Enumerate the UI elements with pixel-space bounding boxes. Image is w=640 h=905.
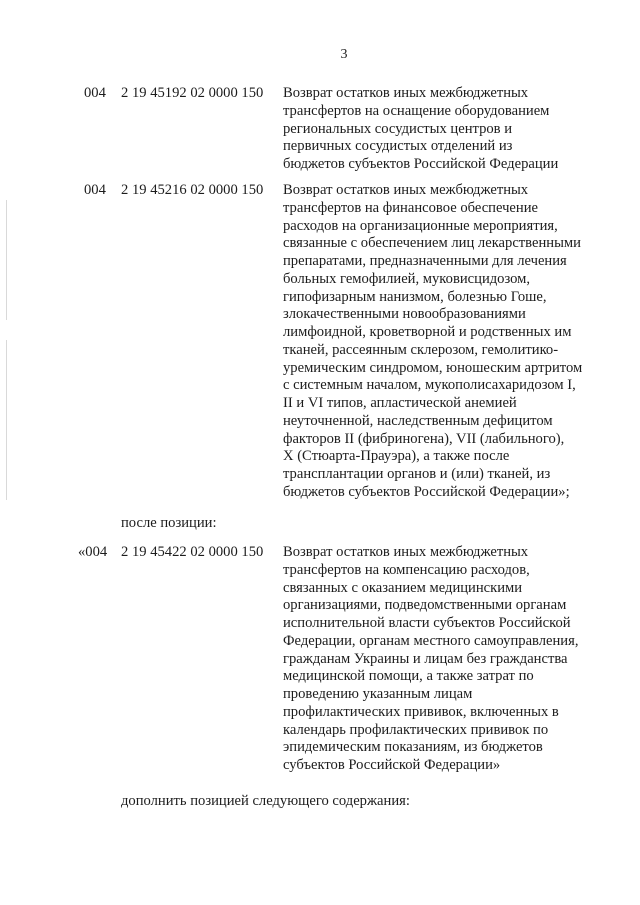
description-line: связанных с оказанием медицинскими bbox=[283, 579, 523, 596]
description-line: тканей, рассеянным склерозом, гемолитико- bbox=[283, 341, 559, 358]
description-line: лимфоидной, кроветворной и родственных им bbox=[283, 324, 572, 340]
description-line: X (Стюарта-Прауэра), а также после bbox=[283, 448, 510, 465]
description-line: препаратами, предназначенными для лечения bbox=[283, 253, 567, 269]
budget-classification-code: 2 19 45192 02 0000 150 bbox=[121, 85, 264, 101]
row-description bbox=[283, 85, 608, 174]
description-line: трансплантации органов и (или) тканей, из bbox=[283, 466, 551, 482]
page-number: 3 bbox=[340, 47, 348, 62]
description-line: субъектов Российской Федерации» bbox=[283, 757, 501, 773]
description-line: уремическим синдромом, юношеским артритом bbox=[283, 359, 583, 376]
description-line: календарь профилактических прививок по bbox=[283, 721, 549, 738]
instruction-text: после позиции: bbox=[121, 515, 217, 531]
description-line: трансфертов на финансовое обеспечение bbox=[283, 199, 539, 216]
description-line: региональных сосудистых центров и bbox=[283, 120, 513, 137]
admin-code: 004 bbox=[84, 85, 106, 101]
description-line: проведению указанным лицам bbox=[283, 686, 473, 702]
description-line: связанные с обеспечением лиц лекарственными bbox=[283, 235, 581, 252]
description-line: гражданам Украины и лицам без гражданства bbox=[283, 650, 568, 667]
description-line: Возврат остатков иных межбюджетных bbox=[283, 182, 529, 198]
scan-edge-mark bbox=[6, 340, 7, 500]
description-line: злокачественными новообразованиями bbox=[283, 306, 526, 323]
description-line: бюджетов субъектов Российской Федерации bbox=[283, 156, 559, 172]
description-line: организациями, подведомственными органам bbox=[283, 597, 567, 614]
description-line: бюджетов субъектов Российской Федерации»; bbox=[283, 483, 570, 500]
description-line: исполнительной власти субъектов Российской bbox=[283, 615, 571, 631]
description-line: трансфертов на оснащение оборудованием bbox=[283, 102, 550, 119]
description-line: Возврат остатков иных межбюджетных bbox=[283, 85, 529, 101]
row-description bbox=[283, 544, 608, 775]
row-description bbox=[283, 182, 608, 502]
description-line: эпидемическим показаниям, из бюджетов bbox=[283, 739, 543, 756]
description-line: больных гемофилией, муковисцидозом, bbox=[283, 270, 531, 287]
description-line: Возврат остатков иных межбюджетных bbox=[283, 544, 529, 560]
description-line: II и VI типов, апластической анемией bbox=[283, 395, 517, 411]
description-line: гипофизарным нанизмом, болезнью Гоше, bbox=[283, 288, 547, 305]
budget-classification-code: 2 19 45216 02 0000 150 bbox=[121, 182, 264, 198]
budget-classification-code: 2 19 45422 02 0000 150 bbox=[121, 544, 264, 560]
description-line: Федерации, органам местного самоуправления, bbox=[283, 632, 579, 649]
description-line: с системным началом, мукополисахаридозом I, bbox=[283, 377, 576, 394]
instruction-text: дополнить позицией следующего содержания: bbox=[121, 793, 410, 809]
description-line: профилактических прививок, включенных в bbox=[283, 703, 559, 720]
description-line: первичных сосудистых отделений из bbox=[283, 138, 513, 155]
admin-code: «004 bbox=[78, 544, 108, 560]
scan-edge-mark bbox=[6, 200, 7, 320]
description-line: расходов на организационные мероприятия, bbox=[283, 217, 558, 234]
description-line: неуточненной, наследственным дефицитом bbox=[283, 412, 553, 429]
description-line: медицинской помощи, а также затрат по bbox=[283, 668, 534, 685]
admin-code: 004 bbox=[84, 182, 106, 198]
description-line: факторов II (фибриногена), VII (лабильного), bbox=[283, 430, 565, 447]
description-line: трансфертов на компенсацию расходов, bbox=[283, 561, 530, 578]
